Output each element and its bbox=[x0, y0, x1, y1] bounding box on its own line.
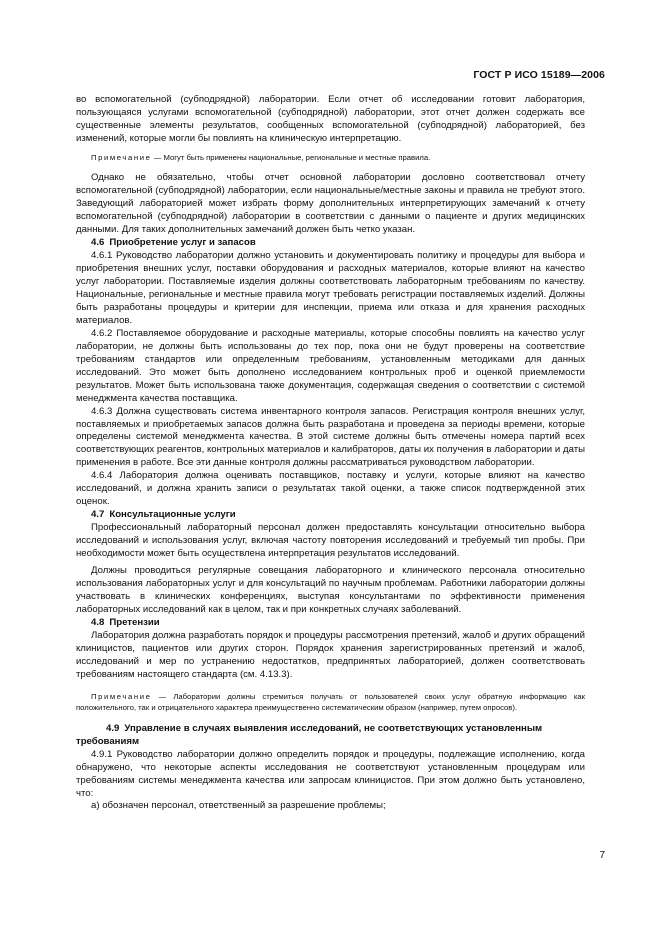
note-2 bbox=[76, 691, 585, 714]
document-header: ГОСТ Р ИСО 15189—2006 bbox=[473, 69, 605, 81]
section-heading-4-8 bbox=[76, 617, 585, 630]
note-2-label: Примечание bbox=[91, 691, 152, 701]
section-heading-4-9 bbox=[76, 723, 585, 749]
section-heading-4-6 bbox=[76, 237, 585, 250]
paragraph-4-8: Лаборатория должна разработать порядок и процедуры рассмотрения претензий, жалоб и других обращений клиницистов, пациентов или других сторон. Порядок хранения зарегистрированных претензий и жалоб, исследований и мер по устранению недостатков, предпринятых лабораторией, должен соответствовать требованиям настоящего стандарта (см. 4.13.3). bbox=[76, 629, 585, 680]
note-2-text: — Лаборатории должны стремиться получать от пользователей своих услуг обратную информацию как положительного, так и отрицательного характера преимущественно систематическим образом (например, путем опросов). bbox=[76, 691, 586, 713]
paragraph-4-7-a: Профессиональный лабораторный персонал должен предоставлять консультации относительно выбора исследований и использования услуг, включая частоту повторения исследований и требуемый тип пробы. При необходимости может быть осуществлена интерпретация результатов исследований. bbox=[76, 522, 585, 560]
page-number: 7 bbox=[599, 850, 605, 861]
paragraph-4-7-b: Должны проводиться регулярные совещания лабораторного и клинического персонала относительно использования лабораторных услуг и для консультаций по научным проблемам. Работники лаборатории должны участвовать в клинических конференциях, выступая консультантами по эффективности применения лабораторных исследований как в целом, так и при конкретных случаях заболеваний. bbox=[76, 565, 585, 615]
paragraph-4-6-3: 4.6.3 Должна существовать система инвентарного контроля запасов. Регистрация контроля внешних услуг, поставляемых и приобретаемых запасов должна быть разработана и проведена за периоды времени, которые определены системой менеджмента качества. В этой системе должны быть отмечены номера партий всех соответствующих реагентов, контрольных материалов и калибраторов, даты их получения в лаборатории и даты применения в работе. Все эти данные контроля должны рассматриваться руководством лаборатории. bbox=[76, 405, 585, 469]
paragraph-4-9-1: 4.9.1 Руководство лаборатории должно определить порядок и процедуры, подлежащие исполнению, когда обнаружено, что некоторые аспекты исследования не соответствуют установленным процедурам или требованиям системы менеджмента качества или запросам клиницистов. При этом должно быть установлено, что: bbox=[76, 748, 585, 799]
note-1-text: — Могут быть применены национальные, региональные и местные правила. bbox=[153, 152, 431, 162]
paragraph-4-6-1: 4.6.1 Руководство лаборатории должно установить и документировать политику и процедуры для выбора и приобретения внешних услуг, поставки оборудования и расходных материалов, которые влияют на качество услуг лаборатории. Поставляемые изделия должны соответствовать лабораторным требованиям по качеству. Национальные, региональные и местные правила могут требовать регистрации поставляемых изделий. Должны быть разработаны процедуры и критерии для инспекции, приема или отказа и для хранения расходных материалов. bbox=[76, 250, 585, 326]
note-1-label: Примечание bbox=[91, 152, 152, 162]
note-1 bbox=[76, 152, 585, 164]
section-title-4-6: Приобретение услуг и запасов bbox=[109, 237, 256, 249]
section-number-4-7: 4.7 bbox=[91, 509, 105, 521]
section-title-4-9: Управление в случаях выявления исследований, не соответствующих установленным требованиям bbox=[76, 722, 543, 747]
section-number-4-9: 4.9 bbox=[106, 722, 120, 734]
document-body bbox=[76, 94, 585, 813]
section-title-4-8: Претензии bbox=[109, 616, 160, 628]
paragraph-4-6-2: 4.6.2 Поставляемое оборудование и расходные материалы, которые способны повлиять на качество услуг лаборатории, не должны быть использованы до тех пор, пока они не будут проверены на соответствие требованиям стандартов или определенным требованиям, установленным методиками для данных исследований. Это может быть дополнено исследованием контрольных проб и оценкой приемлемости результатов. Может быть использована также документация, содержащая сведения о соответствии с системой менеджмента качества поставщика. bbox=[76, 327, 585, 404]
list-item-a: а) обозначен персонал, ответственный за разрешение проблемы; bbox=[91, 800, 386, 812]
section-heading-4-7 bbox=[76, 509, 585, 522]
paragraph-subcontract-report: Однако не обязательно, чтобы отчет основной лаборатории дословно соответствовал отчету вспомогательной (субподрядной) лаборатории, если национальные/местные законы и правила не требуют этого. Заведующий лабораторией может избрать форму дополнительных интерпретирующих замечаний к отчету вспомогательной (субподрядной) лаборатории в соответствии с данными о пациенте и других медицинских данными. Для таких дополнительных замечаний должен быть четко указан. bbox=[76, 172, 585, 236]
section-number-4-8: 4.8 bbox=[91, 616, 105, 628]
section-title-4-7: Консультационные услуги bbox=[109, 509, 236, 521]
paragraph-continuation: во вспомогательной (субподрядной) лаборатории. Если отчет об исследовании готовит лаборатория, пользующаяся услугами вспомогательной (субподрядной) лаборатории, этот отчет должен содержать все существенные элементы результатов, сообщенных вспомогательной (субподрядной) лабораторией, без изменений, которые могли бы повлиять на клиническую интерпретацию. bbox=[76, 94, 585, 144]
section-number-4-6: 4.6 bbox=[91, 237, 105, 249]
paragraph-4-6-4: 4.6.4 Лаборатория должна оценивать поставщиков, поставку и услуги, которые влияют на качество исследований, и должна хранить записи о результатах такой оценки, а также список подтвержденной этих оценок. bbox=[76, 470, 585, 508]
